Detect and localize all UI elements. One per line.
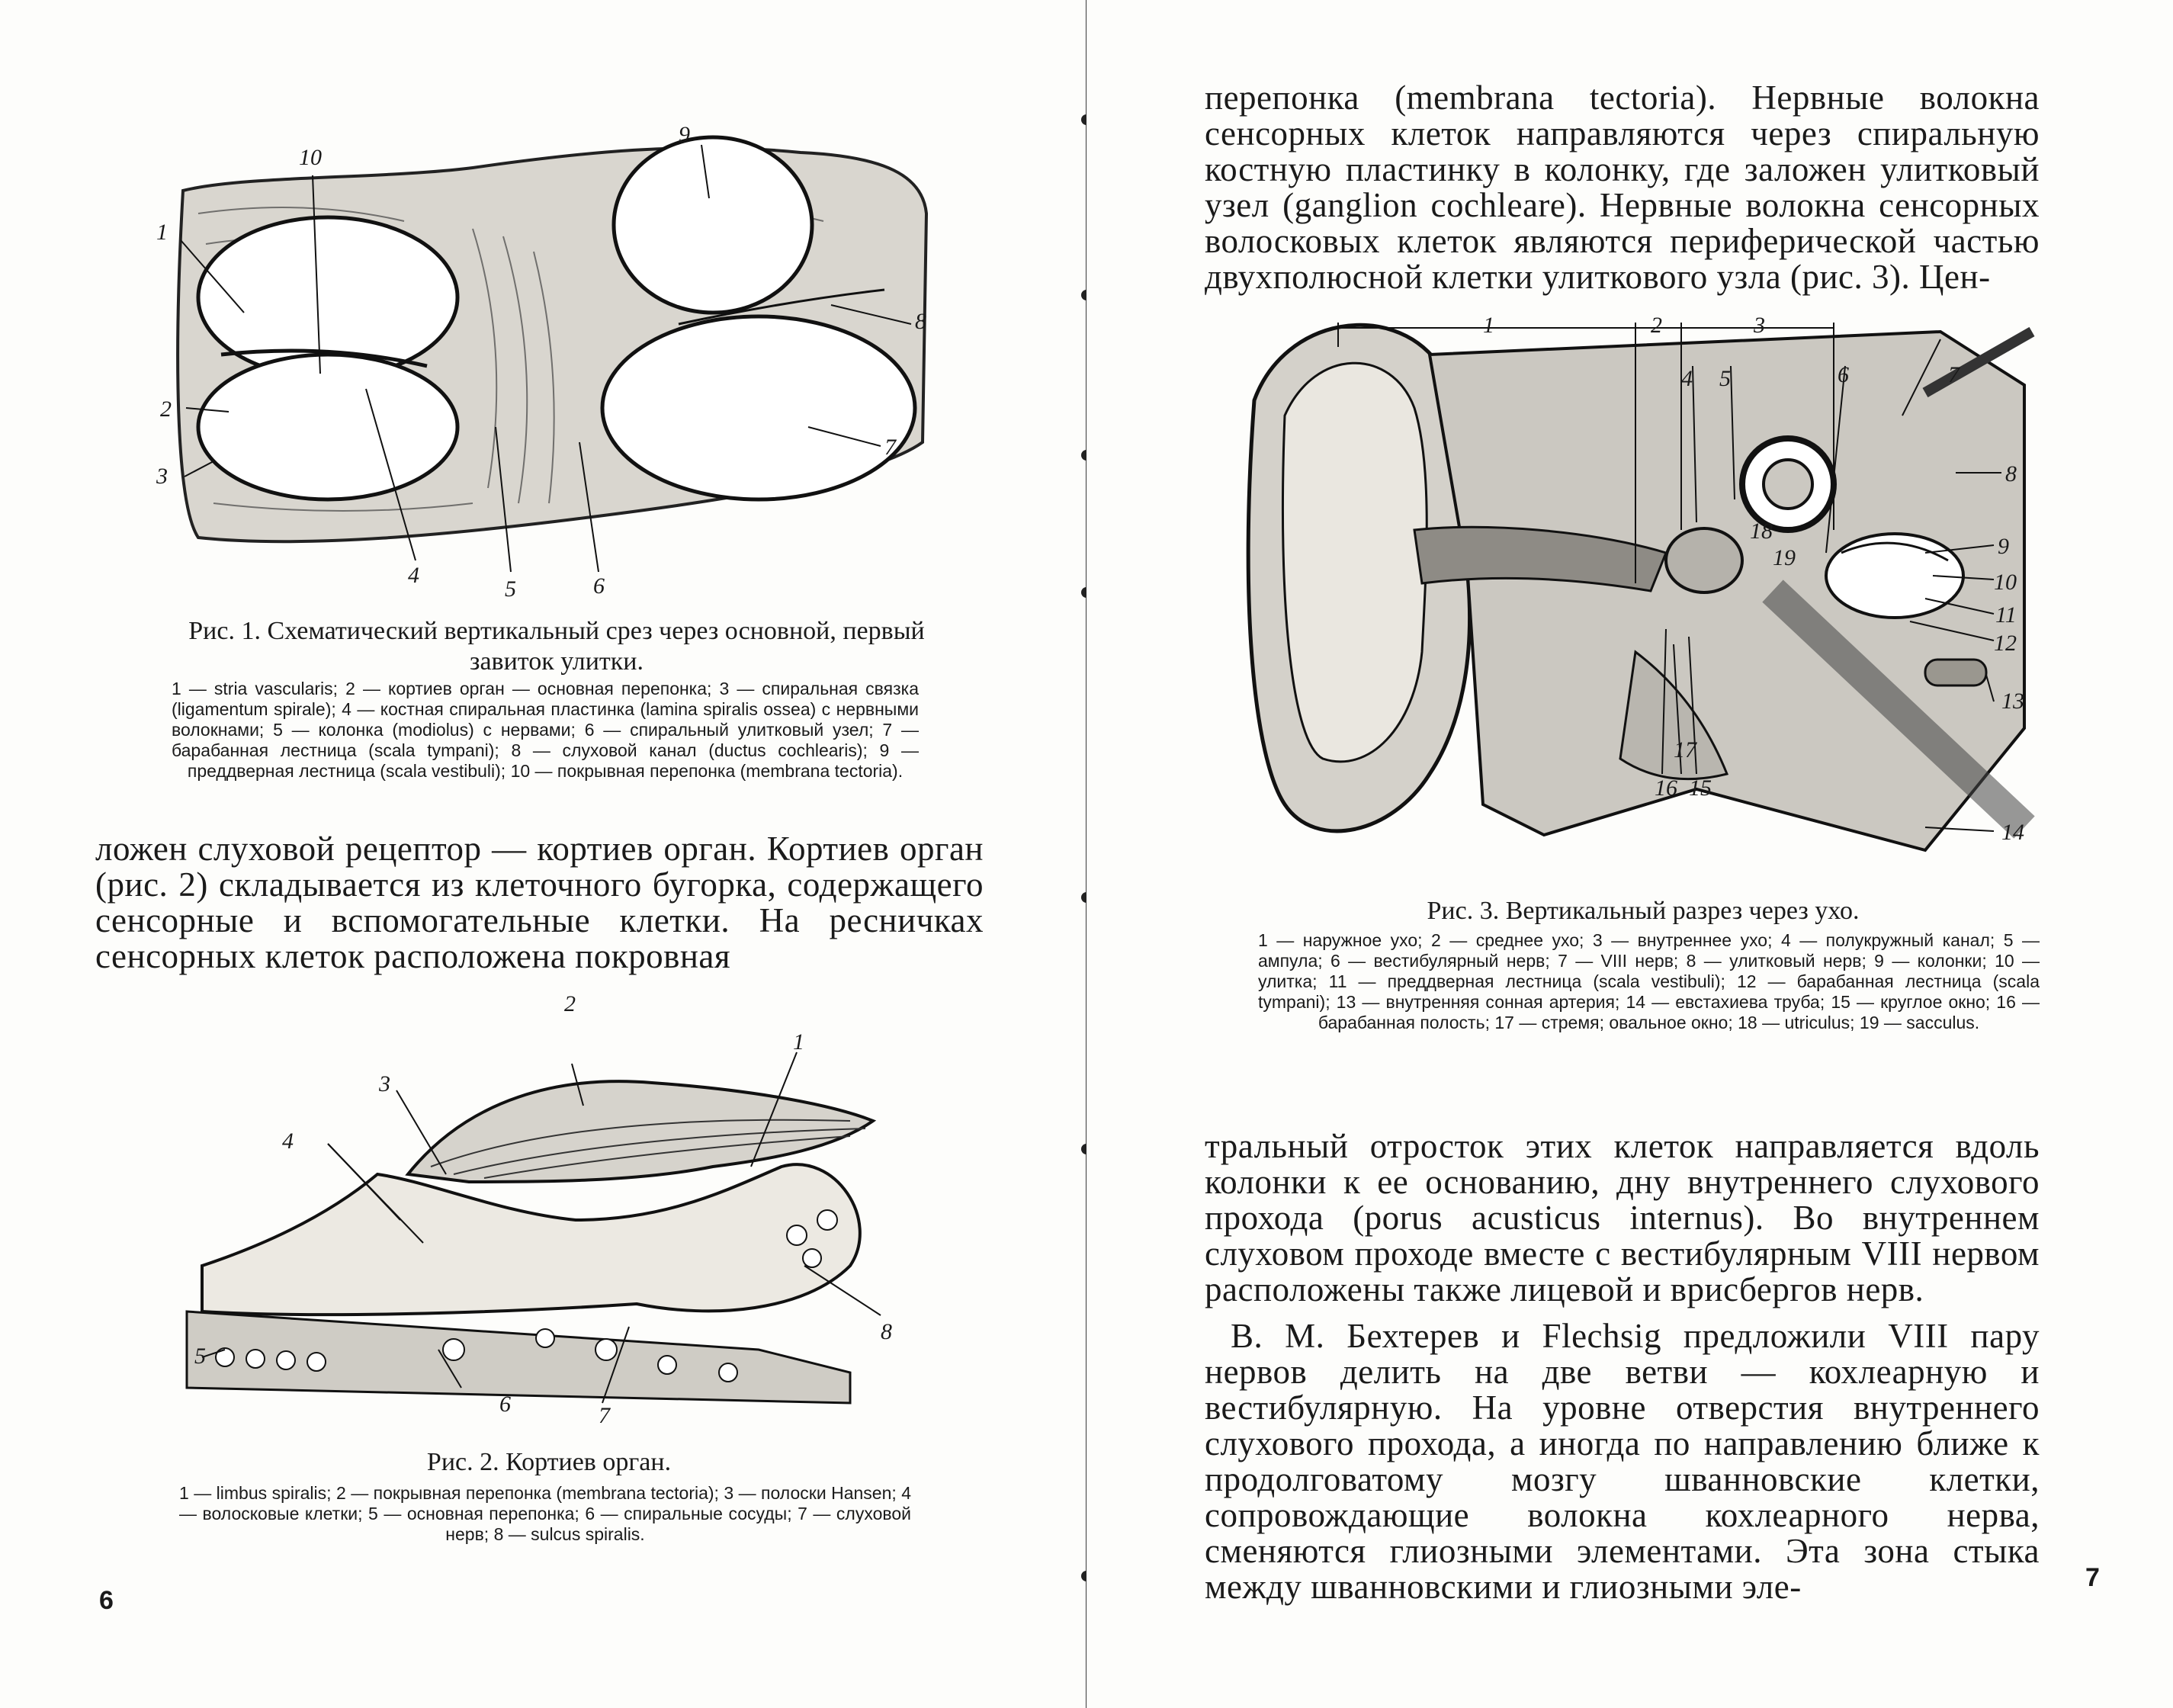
fig2-label-1: 1 — [793, 1029, 804, 1055]
fig3-label-19: 19 — [1773, 545, 1796, 570]
fig3-label-14: 14 — [2001, 820, 2024, 845]
fig3-label-6: 6 — [1838, 362, 1849, 387]
figure-1-drawing — [152, 122, 961, 610]
left-body-text — [95, 831, 984, 974]
fig2-label-8: 8 — [881, 1319, 892, 1344]
left-page-number: 6 — [99, 1586, 114, 1615]
figure-3-drawing — [1239, 301, 2047, 865]
fig2-label-2: 2 — [564, 991, 576, 1016]
right-body-text-bottom — [1205, 1128, 2040, 1605]
right-page-number: 7 — [2085, 1563, 2100, 1592]
fig1-label-5: 5 — [505, 576, 516, 602]
fig3-label-15: 15 — [1689, 775, 1712, 801]
fig3-label-10: 10 — [1994, 570, 2017, 595]
fig3-label-12: 12 — [1994, 631, 2017, 656]
fig3-caption-title: Рис. 3. Вертикальный разрез через ухо. — [1427, 897, 1860, 925]
right-page — [1086, 0, 2173, 1708]
fig2-label-7: 7 — [599, 1403, 610, 1428]
fig1-label-3: 3 — [156, 464, 168, 489]
fig3-label-13: 13 — [2001, 689, 2024, 714]
fig3-label-8: 8 — [2005, 461, 2017, 486]
figure-1-cochlea-section — [152, 122, 961, 610]
fig1-label-2: 2 — [160, 396, 172, 422]
fig1-caption-title: Рис. 1. Схематический вертикальный срез через основной, первый завиток улитки. — [188, 617, 925, 676]
fig1-caption-legend: 1 — stria vascularis; 2 — кортиев орган — основная перепонка; 3 — спиральная связка (ligamentum spirale); 4 — костная спиральная пластинка (lamina spiralis ossea) с нервными волокнами; 5 — колонка (modiolus) с нервами; 6 — спиральный улитковый узел; 7 — барабанная лестница (scala tympani); 8 — слуховой канал (ductus cochlearis); 9 — преддверная лестница (scala vestibuli); 10 — покрывная перепонка (membrana tectoria). — [172, 679, 919, 781]
fig1-label-4: 4 — [408, 563, 419, 588]
fig3-label-4: 4 — [1681, 366, 1693, 391]
fig2-label-5: 5 — [194, 1344, 206, 1369]
fig1-label-9: 9 — [679, 122, 690, 147]
fig3-label-7: 7 — [1948, 362, 1960, 387]
fig3-label-5: 5 — [1719, 366, 1731, 391]
fig2-label-3: 3 — [379, 1071, 390, 1096]
right-paragraph-1: тральный отросток этих клеток направляется вдоль колонки к ее основанию, дну внутреннего слухового прохода (porus acusticus internus). Во внутреннем слуховом проходе вместе с вестибулярным VIII нервом расположены также лицевой и врисбергов нерв. — [1205, 1127, 2040, 1308]
fig2-label-6: 6 — [499, 1392, 511, 1417]
right-paragraph-top: перепонка (membrana tectoria). Нервные волокна сенсорных клеток направляются через спиральную костную пластинку в колонку, где заложен улитковый узел (ganglion cochleare). Нервные волокна сенсорных волосковых клеток являются периферической частью двухполюсной клетки улиткового узла (рис. 3). Цен- — [1205, 79, 2040, 296]
right-body-text-top — [1205, 80, 2040, 295]
fig3-label-9: 9 — [1998, 534, 2009, 559]
left-paragraph: ложен слуховой рецептор — кортиев орган. Кортиев орган (рис. 2) складывается из клеточного бугорка, содержащего сенсорные и вспомогательные клетки. На ресничках сенсорных клеток расположена покровная — [95, 830, 984, 975]
left-page — [0, 0, 1086, 1708]
fig3-label-2: 2 — [1651, 313, 1662, 338]
fig3-label-3: 3 — [1754, 313, 1765, 338]
fig2-caption-title: Рис. 2. Кортиев орган. — [426, 1448, 672, 1476]
fig3-label-18: 18 — [1750, 518, 1773, 544]
fig3-label-1: 1 — [1483, 313, 1494, 338]
fig1-label-10: 10 — [299, 145, 322, 170]
fig1-label-1: 1 — [156, 220, 168, 245]
figure-2-drawing — [179, 991, 942, 1426]
fig3-label-17: 17 — [1674, 737, 1696, 762]
figure-2-corti-organ — [179, 991, 942, 1426]
fig3-label-11: 11 — [1995, 602, 2017, 628]
fig3-label-16: 16 — [1655, 775, 1677, 801]
fig1-label-8: 8 — [915, 309, 926, 334]
right-paragraph-2: В. М. Бехтерев и Flechsig предложили VIII пару нервов делить на две ветви — кохлеарную и вестибулярную. На уровне отверстия внутреннего слухового прохода, а иногда по направлению ближе к продолговатому мозгу шванновские клетки, сопровождающие волокна кохлеарного нерва, сменяются глиозными элементами. Эта зона стыка между шванновскими и глиозными эле- — [1205, 1317, 2040, 1606]
figure-3-ear-section — [1239, 301, 2047, 865]
fig1-label-6: 6 — [593, 573, 605, 599]
fig2-label-4: 4 — [282, 1128, 294, 1154]
fig3-caption-legend: 1 — наружное ухо; 2 — среднее ухо; 3 — внутреннее ухо; 4 — полукружный канал; 5 — ампула; 6 — вестибулярный нерв; 7 — VIII нерв; 8 — улитковый нерв; 9 — колонки; 10 — улитка; 11 — преддверная лестница (scala vestibuli); 12 — барабанная лестница (scala tympani); 13 — внутренняя сонная артерия; 14 — евстахиева труба; 15 — круглое окно; 16 — барабанная полость; 17 — стремя; овальное окно; 18 — utriculus; 19 — sacculus. — [1258, 930, 2040, 1032]
fig2-caption-legend: 1 — limbus spiralis; 2 — покрывная перепонка (membrana tectoria); 3 — полоски Hansen; 4 — волосковые клетки; 5 — основная перепонка; 6 — спиральные сосуды; 7 — слуховой нерв; 8 — sulcus spiralis. — [179, 1483, 911, 1544]
fig1-label-7: 7 — [884, 435, 896, 460]
